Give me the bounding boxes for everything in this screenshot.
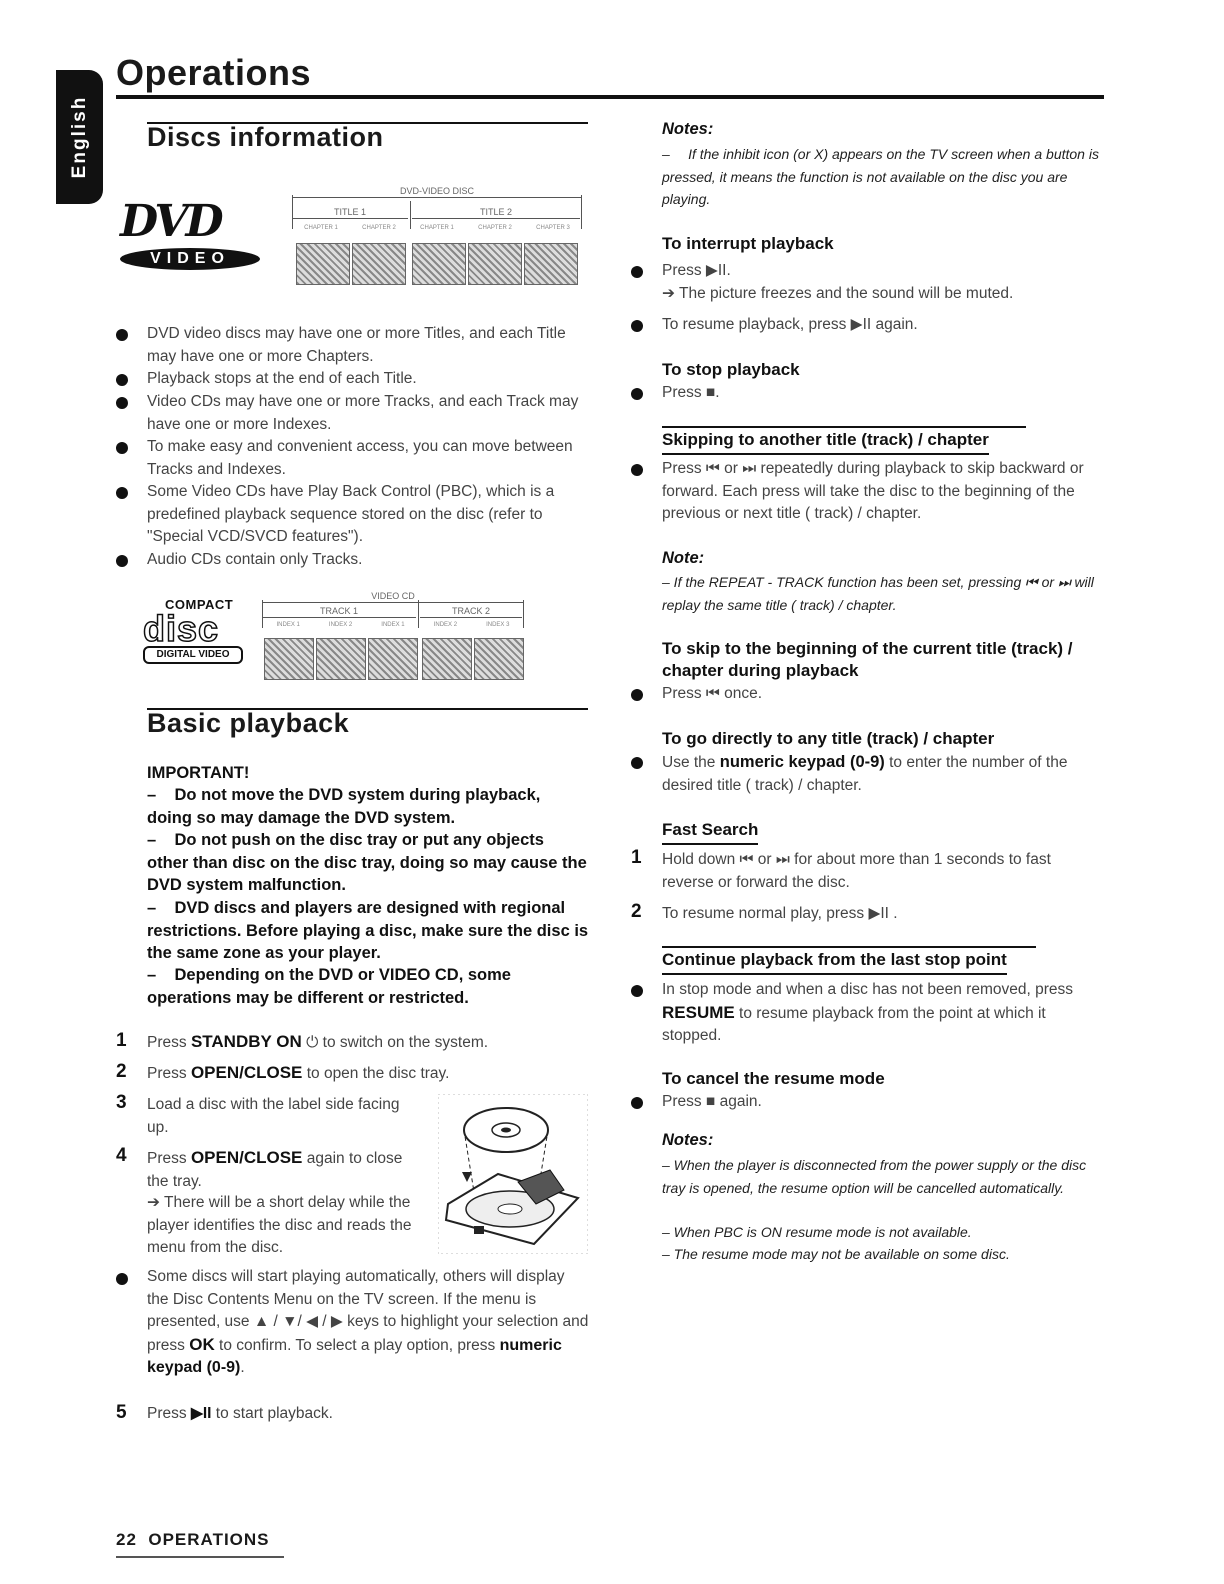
note-text: – ⃠ If the inhibit icon (or X) appears on the TV screen when a button is pressed, it means the function is not available on the disc you are playing. xyxy=(662,146,1099,207)
bullet xyxy=(631,388,643,400)
compact-disc-digital-video-logo: COMPACT disc DIGITAL VIDEO xyxy=(143,597,243,665)
chapter-image xyxy=(412,243,466,285)
section-heading-basic-playback: Basic playback xyxy=(147,708,350,738)
disc-tray-illustration xyxy=(438,1094,588,1254)
page-footer: 22 OPERATIONS xyxy=(116,1530,270,1549)
step-result: ➔ There will be a short delay while the player identifies the disc and reads the menu from the disc. xyxy=(147,1194,412,1256)
bullet xyxy=(116,555,128,567)
step-text: Press ▶II to start playback. xyxy=(147,1405,333,1422)
list-item: Press ■ again. xyxy=(662,1093,762,1110)
subheading-stop: To stop playback xyxy=(662,360,800,379)
list-item: To make easy and convenient access, you can move between Tracks and Indexes. xyxy=(147,438,573,478)
subheading-interrupt: To interrupt playback xyxy=(662,234,834,253)
note-text: – When the player is disconnected from the power supply or the disc tray is opened, the resume option will be cancelled automatically. xyxy=(662,1157,1087,1196)
list-item: Playback stops at the end of each Title. xyxy=(147,370,417,387)
index-image xyxy=(422,638,472,680)
bullet xyxy=(631,1097,643,1109)
important-item: – Do not move the DVD system during playback, doing so may damage the DVD system. xyxy=(147,786,541,827)
bullet xyxy=(116,397,128,409)
bullet xyxy=(116,442,128,454)
section-rule xyxy=(662,946,1036,948)
chapter-image xyxy=(468,243,522,285)
note-text: – If the REPEAT - TRACK function has been set, pressing ⏮ or ⏭ will replay the same title ( track) / chapter. xyxy=(662,574,1094,613)
note-text: – The resume mode may not be available on some disc. xyxy=(662,1246,1010,1262)
subheading-fast-search: Fast Search xyxy=(662,819,758,845)
list-item: In stop mode and when a disc has not been removed, press RESUME to resume playback from the point at which it stopped. xyxy=(662,981,1073,1044)
list-item: DVD video discs may have one or more Titles, and each Title may have one or more Chapters. xyxy=(147,325,566,365)
subheading-cancel-resume: To cancel the resume mode xyxy=(662,1069,885,1088)
dvd-video-logo: DVD VIDEO xyxy=(120,200,270,272)
subheading-go-directly: To go directly to any title (track) / chapter xyxy=(662,729,995,748)
bullet xyxy=(631,689,643,701)
chapter-image xyxy=(524,243,578,285)
footer-rule xyxy=(116,1556,284,1558)
index-image xyxy=(368,638,418,680)
step-number: 1 xyxy=(631,847,642,868)
result-text: ➔ The picture freezes and the sound will be muted. xyxy=(662,285,1014,302)
note-text: – When PBC is ON resume mode is not available. xyxy=(662,1224,972,1240)
list-item: Press ■. xyxy=(662,384,720,401)
step-number: 5 xyxy=(116,1402,127,1423)
bullet xyxy=(631,985,643,997)
bullet xyxy=(116,374,128,386)
language-tab: English xyxy=(56,70,103,204)
notes-heading: Notes: xyxy=(662,120,714,138)
vcd-structure-diagram: VIDEO CD TRACK 1 TRACK 2 INDEX 1 INDEX 2 INDEX 1 INDEX 2 INDEX 3 xyxy=(262,590,524,682)
step-number: 2 xyxy=(631,901,642,922)
subheading-skipping: Skipping to another title (track) / chapter xyxy=(662,429,989,455)
list-item: Video CDs may have one or more Tracks, and each Track may have one or more Indexes. xyxy=(147,393,579,433)
step-number: 2 xyxy=(116,1061,127,1082)
list-item: Some discs will start playing automatically, others will display the Disc Contents Menu on the TV screen. If the menu is presented, use ▲ / ▼/ ◀ / ▶ keys to highlight your selection and press OK to confirm. To select a play option, press numeric keypad (0-9). xyxy=(147,1268,589,1376)
important-item: – Depending on the DVD or VIDEO CD, some operations may be different or restricted. xyxy=(147,966,511,1007)
subheading-skip-beginning: To skip to the beginning of the current title (track) / chapter during playback xyxy=(662,639,1073,680)
index-image xyxy=(316,638,366,680)
list-item: Use the numeric keypad (0-9) to enter the number of the desired title ( track) / chapter. xyxy=(662,753,1068,794)
step-text: Press OPEN/CLOSE to open the disc tray. xyxy=(147,1063,450,1082)
chapter-image xyxy=(296,243,350,285)
step-text: To resume normal play, press ▶II . xyxy=(662,905,898,922)
step-text: Press OPEN/CLOSE again to close the tray. xyxy=(147,1148,403,1190)
list-item: Some Video CDs have Play Back Control (PBC), which is a predefined playback sequence stored on the disc (refer to "Special VCD/SVCD features"). xyxy=(147,483,555,545)
step-text: Load a disc with the label side facing up. xyxy=(147,1096,400,1136)
dvd-structure-diagram: DVD-VIDEO DISC TITLE 1 TITLE 2 CHAPTER 1 CHAPTER 2 CHAPTER 1 CHAPTER 2 CHAPTER 3 xyxy=(292,185,582,295)
note-heading: Note: xyxy=(662,549,705,567)
subheading-continue-playback: Continue playback from the last stop point xyxy=(662,949,1007,975)
bullet xyxy=(116,487,128,499)
index-image xyxy=(474,638,524,680)
important-title: IMPORTANT! xyxy=(147,764,250,782)
section-heading-discs-info: Discs information xyxy=(147,122,384,152)
step-text: Press STANDBY ON ⏻ to switch on the system. xyxy=(147,1032,489,1051)
index-image xyxy=(264,638,314,680)
list-item: Press ▶II. xyxy=(662,262,731,279)
list-item: Press ⏮ once. xyxy=(662,685,763,702)
bullet xyxy=(631,757,643,769)
bullet xyxy=(116,329,128,341)
list-item: Press ⏮ or ⏭ repeatedly during playback to skip backward or forward. Each press will take the disc to the beginning of the previous or next title ( track) / chapter. xyxy=(662,460,1084,522)
bullet xyxy=(116,1273,128,1285)
step-text: Hold down ⏮ or ⏭ for about more than 1 seconds to fast reverse or forward the disc. xyxy=(662,851,1051,891)
step-number: 3 xyxy=(116,1092,127,1113)
bullet xyxy=(631,320,643,332)
step-number: 1 xyxy=(116,1030,127,1051)
list-item: Audio CDs contain only Tracks. xyxy=(147,551,363,568)
title-rule xyxy=(116,95,1104,99)
bullet xyxy=(631,464,643,476)
list-item: To resume playback, press ▶II again. xyxy=(662,316,918,333)
section-rule xyxy=(662,426,1026,428)
chapter-image xyxy=(352,243,406,285)
page-title: Operations xyxy=(116,52,312,93)
bullet xyxy=(631,266,643,278)
important-item: – Do not push on the disc tray or put any objects other than disc on the disc tray, doing so may cause the DVD system malfunction. xyxy=(147,831,587,894)
notes-heading: Notes: xyxy=(662,1131,714,1149)
step-number: 4 xyxy=(116,1145,127,1166)
important-item: – DVD discs and players are designed with regional restrictions. Before playing a disc, make sure the disc is the same zone as your player. xyxy=(147,899,589,962)
